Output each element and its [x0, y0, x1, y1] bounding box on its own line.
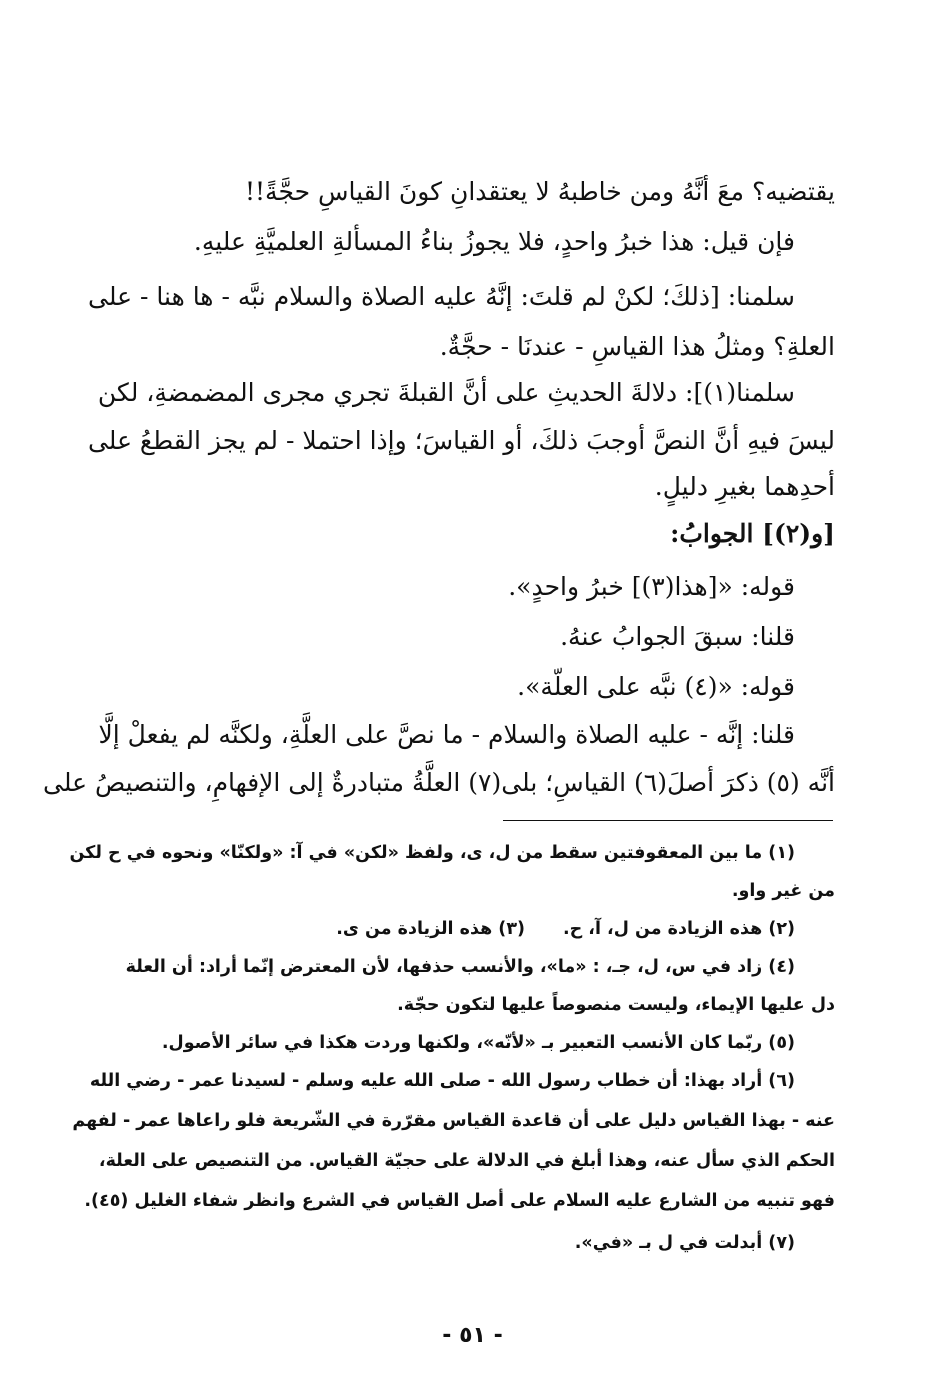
- footnote-line-6: دل عليها الإيماء، وليست منصوصاً عليها لتكون حجّة.: [397, 995, 835, 1015]
- body-line-1: يقتضيه؟ معَ أنَّهُ ومن خاطبهُ لا يعتقدانِ كونَ القياسِ حجَّةً!!: [244, 177, 835, 206]
- section-heading-answer: [و(٢)] الجوابُ:: [670, 519, 835, 548]
- footnote-line-9: عنه - بهذا القياس دليل على أن قاعدة القياس مقرّرة في الشّريعة فلو راعاها عمر - لفهم: [72, 1111, 835, 1131]
- footnote-separator: [503, 820, 833, 821]
- body-line-13: أنَّه (٥) ذكرَ أصلَ(٦) القياسِ؛ بلى(٧) العلَّةُ متبادرةٌ إلى الإفهامِ، والتنصيصُ على: [43, 768, 835, 797]
- body-line-6: ليسَ فيهِ أنَّ النصَّ أوجبَ ذلكَ، أو القياسَ؛ وإذا احتملا - لم يجز القطعُ على: [87, 426, 835, 455]
- footnote-line-8: (٦) أراد بهذا: أن خطاب رسول الله - صلى الله عليه وسلم - لسيدنا عمر - رضي الله: [89, 1071, 795, 1091]
- footnote-line-4: (٣) هذه الزيادة من ى.: [336, 919, 525, 939]
- body-line-2: فإن قيل: هذا خبرُ واحدٍ، فلا يجوزُ بناءُ المسألةِ العلميَّةِ عليهِ.: [193, 227, 795, 256]
- body-line-10: قلنا: سبقَ الجوابُ عنهُ.: [560, 622, 795, 651]
- body-line-9: قوله: «[هذا(٣)] خبرُ واحدٍ».: [508, 572, 795, 601]
- footnote-line-10: الحكم الذي سأل عنه، وهذا أبلغ في الدلالة على حجيّة القياس. من التنصيص على العلة،: [98, 1151, 835, 1171]
- body-line-3: سلمنا: [ذلكَ؛ لكنْ لم قلتَ: إنَّهُ عليه الصلاة والسلام نبَّه - ها هنا - على: [88, 282, 795, 311]
- footnote-line-5: (٤) زاد في س، ل، جـ، : «ما»، والأنسب حذفها، لأن المعترض إنّما أراد: أن العلة: [125, 957, 795, 977]
- body-line-12: قلنا: إنَّه - عليه الصلاة والسلام - ما نصَّ على العلَّةِ، ولكنَّه لم يفعلْ إلَّا: [98, 720, 795, 749]
- page-number: - ٥١ -: [442, 1323, 503, 1348]
- footnote-line-11: فهو تنبيه من الشارع عليه السلام على أصل القياس في الشرع وانظر شفاء الغليل (٤٥).: [84, 1191, 835, 1211]
- body-line-7: أحدِهما بغيرِ دليلٍ.: [654, 472, 835, 501]
- footnote-line-3: (٢) هذه الزيادة من ل، آ، ح.: [562, 919, 795, 939]
- body-line-11: قوله: «(٤) نبَّه على العلّة».: [517, 672, 795, 701]
- footnote-line-12: (٧) أبدلت في ل بـ «في».: [574, 1233, 795, 1253]
- body-line-4: العلةِ؟ ومثلُ هذا القياسِ - عندنَا - حجَّةٌ.: [439, 332, 835, 361]
- footnote-line-2: من غير واو.: [731, 881, 835, 901]
- footnote-line-7: (٥) ربّما كان الأنسب التعبير بـ «لأنّه»، ولكنها وردت هكذا في سائر الأصول.: [161, 1033, 795, 1053]
- footnote-line-1: (١) ما بين المعقوفتين سقط من ل، ى، ولفظ «لكن» في آ: «ولكنّا» ونحوه في ح لكن: [69, 843, 795, 863]
- body-line-5: سلمنا(١)]: دلالةَ الحديثِ على أنَّ القبلةَ تجري مجرى المضمضةِ، لكن: [97, 378, 795, 407]
